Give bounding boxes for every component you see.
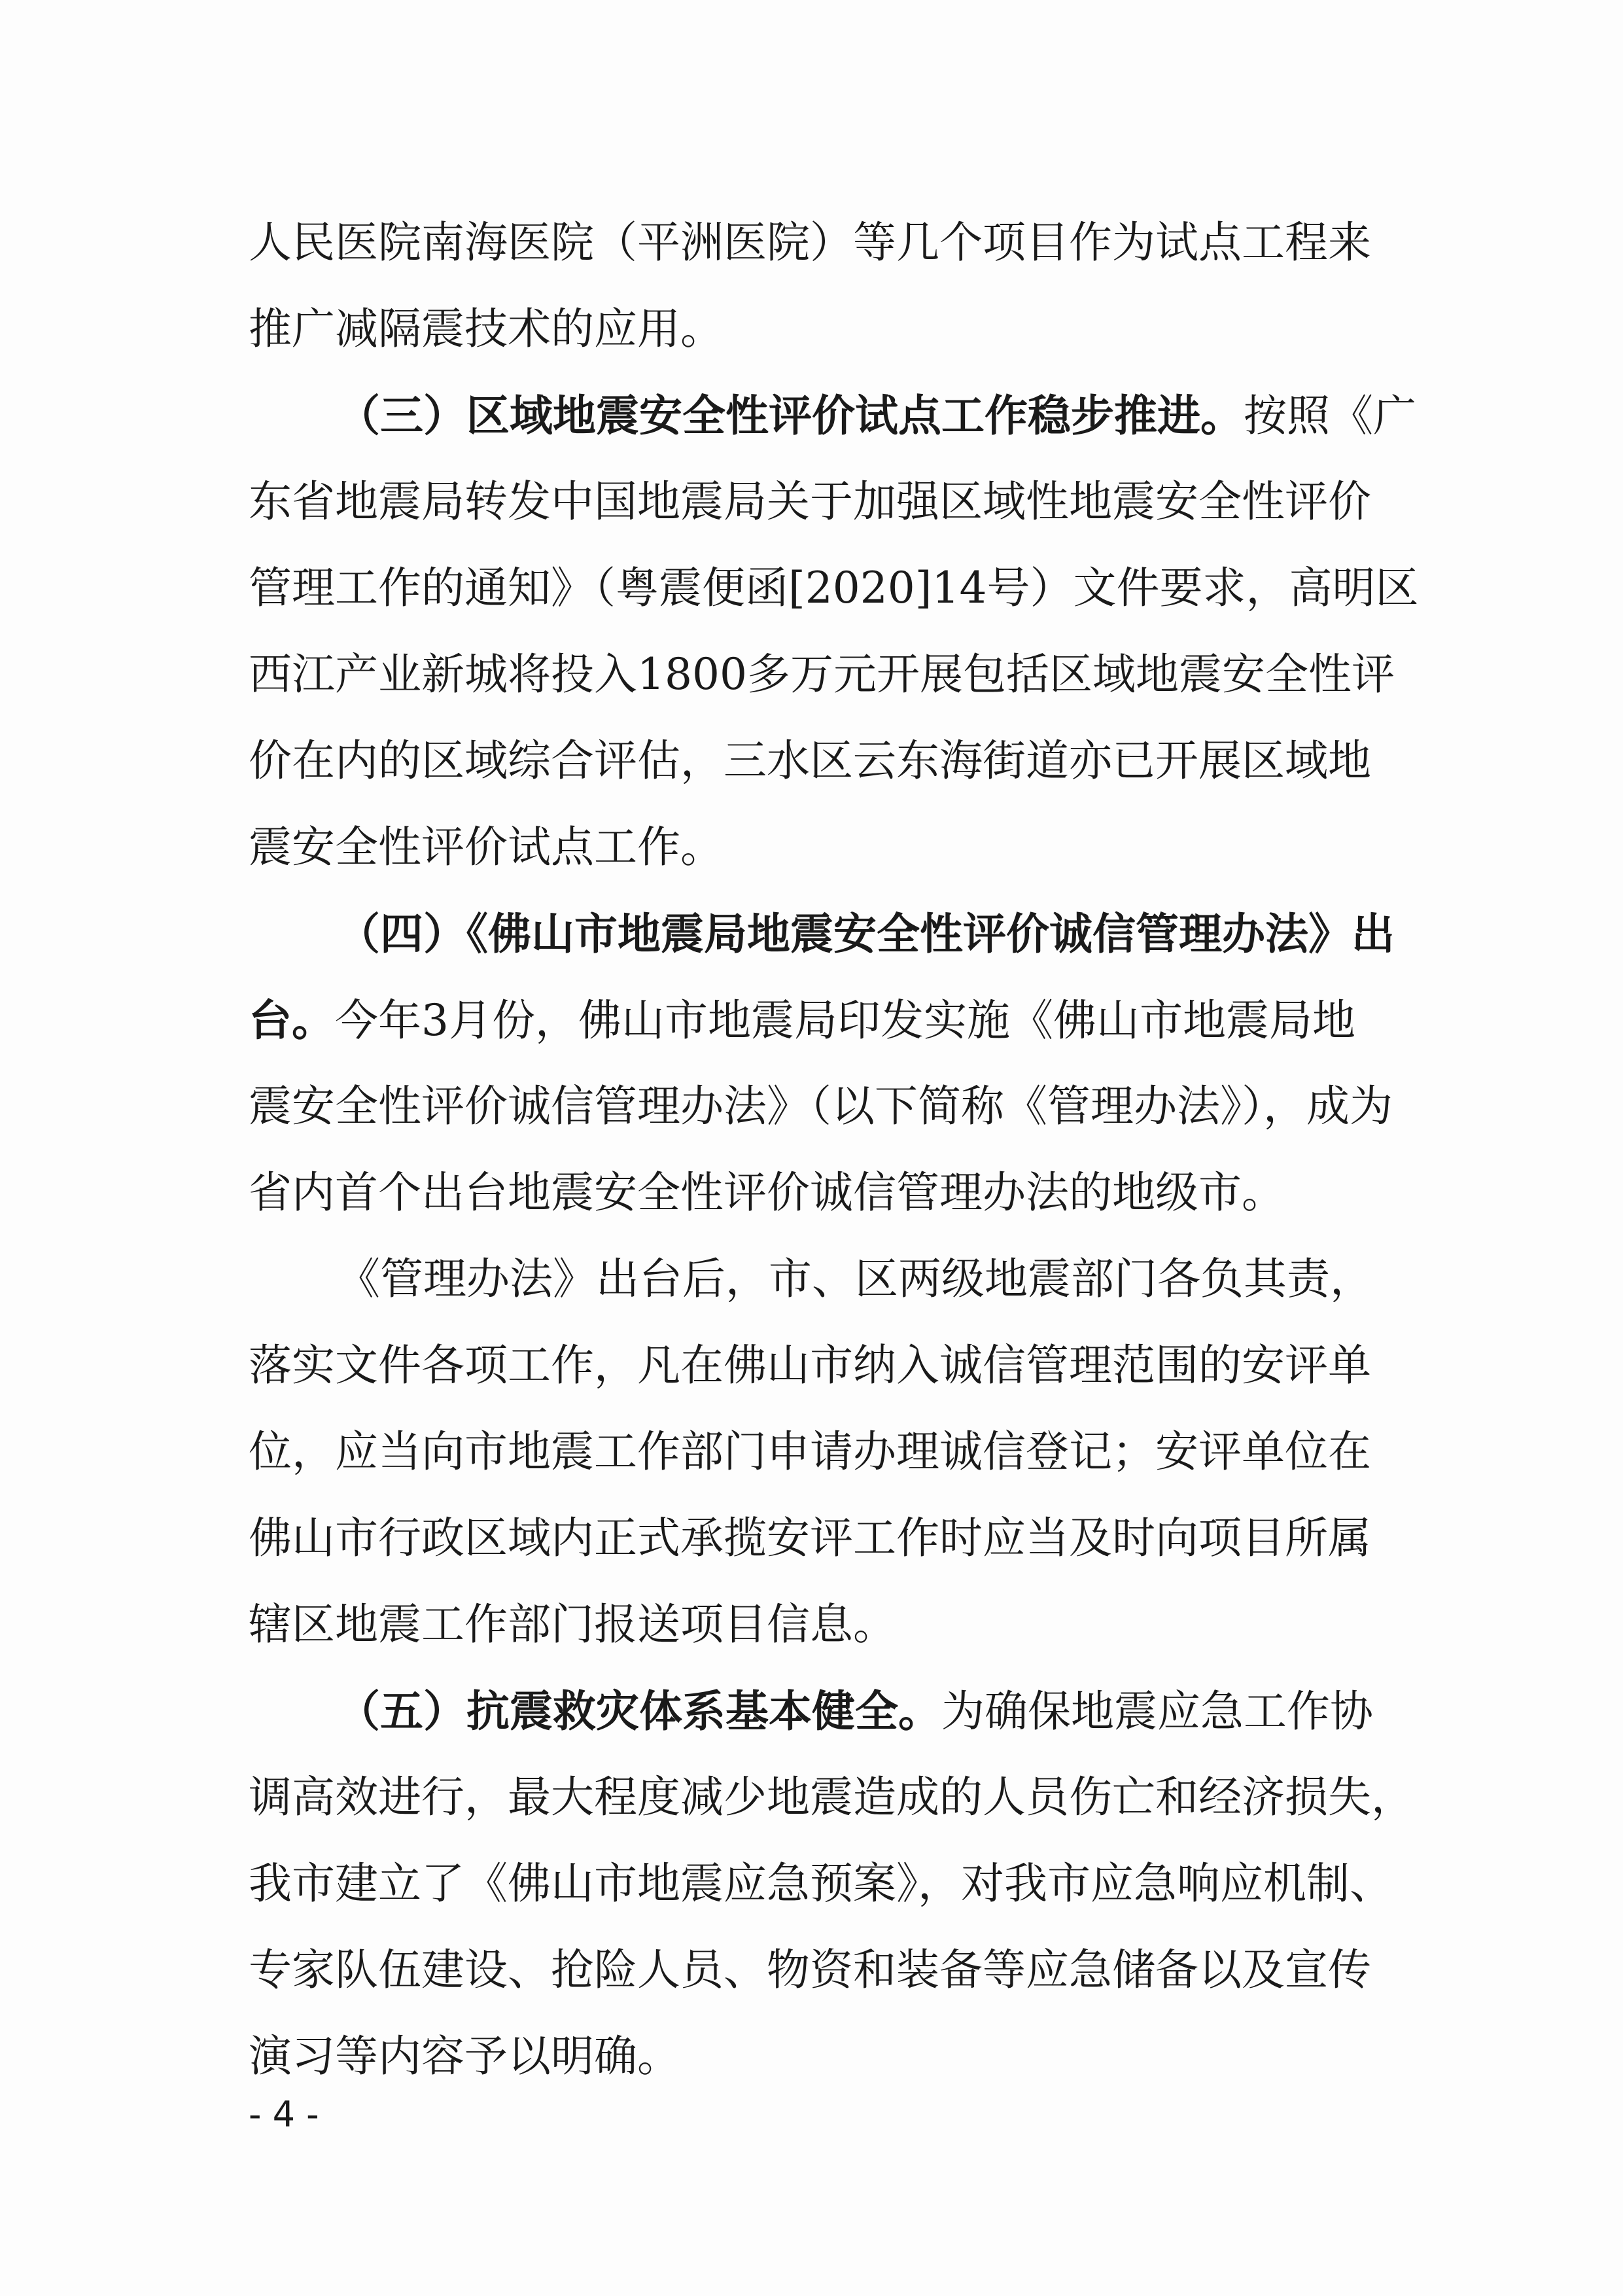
text-line: 推广减隔震技术的应用。 — [249, 304, 724, 354]
text-line: 人民医院南海医院（平洲医院）等几个项目作为试点工程来 — [249, 217, 1371, 268]
text-line: 佛山市行政区域内正式承揽安评工作时应当及时向项目所属 — [249, 1513, 1371, 1563]
section-heading-line — [249, 995, 1355, 1046]
text-line: 落实文件各项工作，凡在佛山市纳入诚信管理范围的安评单 — [249, 1340, 1371, 1390]
section-heading: 台。 — [249, 995, 335, 1046]
text-run: 按照《广 — [1244, 391, 1416, 441]
text-line: 专家队伍建设、抢险人员、物资和装备等应急储备以及宣传 — [249, 1945, 1371, 1995]
text-line: 位，应当向市地震工作部门申请办理诚信登记；安评单位在 — [249, 1426, 1371, 1477]
section-heading-line — [337, 1686, 1373, 1737]
section-heading: （四）《佛山市地震局地震安全性评价诚信管理办法》出 — [337, 908, 1395, 959]
section-heading: （五）抗震救灾体系基本健全。 — [337, 1686, 941, 1737]
text-line: 省内首个出台地震安全性评价诚信管理办法的地级市。 — [249, 1167, 1285, 1218]
text-line: 我市建立了《佛山市地震应急预案》，对我市应急响应机制、 — [249, 1858, 1393, 1909]
text-line: 东省地震局转发中国地震局关于加强区域性地震安全性评价 — [249, 476, 1371, 527]
text-line: 辖区地震工作部门报送项目信息。 — [249, 1599, 896, 1650]
text-line: 西江产业新城将投入1800多万元开展包括区域地震安全性评 — [249, 649, 1395, 699]
text-line: 演习等内容予以明确。 — [249, 2031, 680, 2081]
text-line: 震安全性评价诚信管理办法》（以下简称《管理办法》），成为 — [249, 1081, 1393, 1131]
text-line: 调高效进行，最大程度减少地震造成的人员伤亡和经济损失， — [249, 1772, 1414, 1822]
text-line: 价在内的区域综合评估，三水区云东海街道亦已开展区域地 — [249, 735, 1371, 786]
text-run: 为确保地震应急工作协 — [941, 1686, 1373, 1737]
text-line: 震安全性评价试点工作。 — [249, 822, 724, 872]
section-heading: （三）区域地震安全性评价试点工作稳步推进。 — [337, 390, 1244, 441]
section-heading-line — [337, 390, 1416, 441]
text-line: 管理工作的通知》（粤震便函[2020]14号）文件要求，高明区 — [249, 563, 1419, 613]
text-line: 《管理办法》出台后，市、区两级地震部门各负其责， — [337, 1254, 1373, 1304]
text-run: 今年3月份，佛山市地震局印发实施《佛山市地震局地 — [335, 995, 1355, 1046]
page-number: - 4 - — [249, 2094, 319, 2135]
